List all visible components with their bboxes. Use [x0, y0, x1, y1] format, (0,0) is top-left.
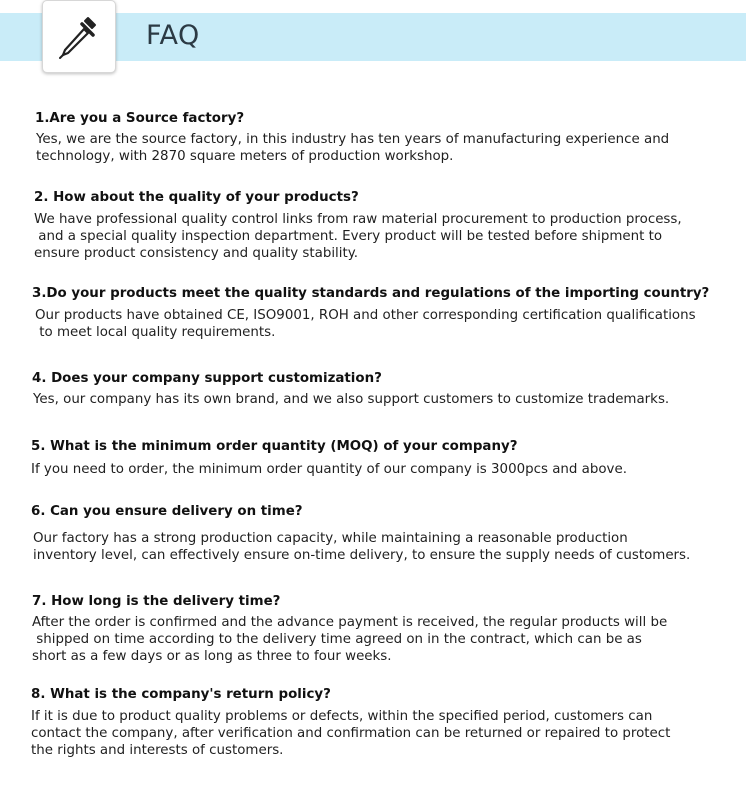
faq-item	[31, 503, 303, 520]
faq-answer-line: Our factory has a strong production capacity, while maintaining a reasonable production	[33, 531, 628, 546]
faq-answer-line: Yes, our company has its own brand, and we also support customers to customize trademarks.	[33, 392, 670, 407]
faq-question: 2. How about the quality of your products?	[34, 190, 359, 205]
faq-answer-line: ensure product consistency and quality stability.	[34, 246, 359, 261]
faq-question: 5. What is the minimum order quantity (MOQ) of your company?	[31, 439, 518, 454]
faq-answer-line: Yes, we are the source factory, in this industry has ten years of manufacturing experience and	[36, 132, 670, 147]
faq-answer-line: to meet local quality requirements.	[35, 325, 276, 340]
page-title: FAQ	[146, 20, 200, 51]
faq-answer	[32, 614, 667, 665]
faq-answer	[35, 307, 696, 341]
faq-answer-line: inventory level, can effectively ensure on-time delivery, to ensure the supply needs of customers.	[33, 548, 691, 563]
faq-question: 4. Does your company support customization?	[32, 371, 382, 386]
faq-answer-line: If you need to order, the minimum order quantity of our company is 3000pcs and above.	[31, 462, 627, 477]
faq-question: 6. Can you ensure delivery on time?	[31, 504, 303, 519]
faq-item	[34, 189, 359, 206]
faq-answer	[33, 391, 669, 408]
faq-answer	[36, 131, 669, 165]
faq-answer	[34, 211, 682, 262]
faq-item	[35, 110, 244, 127]
faq-answer-line: We have professional quality control links from raw material procurement to production process,	[34, 212, 682, 227]
faq-item	[32, 370, 382, 387]
faq-item	[31, 686, 331, 703]
header-icon-box	[42, 0, 116, 73]
faq-question: 8. What is the company's return policy?	[31, 687, 331, 702]
faq-item	[31, 438, 518, 455]
faq-answer-line: Our products have obtained CE, ISO9001, ROH and other corresponding certification qualifications	[35, 308, 696, 323]
faq-answer-line: and a special quality inspection department. Every product will be tested before shipment to	[34, 229, 663, 244]
faq-answer	[33, 530, 690, 564]
faq-answer-line: short as a few days or as long as three to four weeks.	[32, 649, 392, 664]
faq-answer-line: the rights and interests of customers.	[31, 743, 284, 758]
faq-question: 7. How long is the delivery time?	[32, 594, 281, 609]
faq-item	[32, 593, 280, 610]
faq-item	[32, 285, 709, 302]
faq-answer-line: After the order is confirmed and the advance payment is received, the regular products will be	[32, 615, 668, 630]
faq-question: 1.Are you a Source factory?	[35, 111, 245, 126]
faq-answer-line: shipped on time according to the delivery time agreed on in the contract, which can be as	[32, 632, 642, 647]
faq-question: 3.Do your products meet the quality standards and regulations of the importing country?	[32, 286, 710, 301]
faq-answer	[31, 708, 670, 759]
faq-answer-line: technology, with 2870 square meters of production workshop.	[36, 149, 454, 164]
faq-answer-line: contact the company, after verification and confirmation can be returned or repaired to protect	[31, 726, 671, 741]
faq-answer-line: If it is due to product quality problems or defects, within the specified period, customers can	[31, 709, 653, 724]
dropper-icon	[55, 12, 105, 62]
faq-answer	[31, 461, 627, 478]
